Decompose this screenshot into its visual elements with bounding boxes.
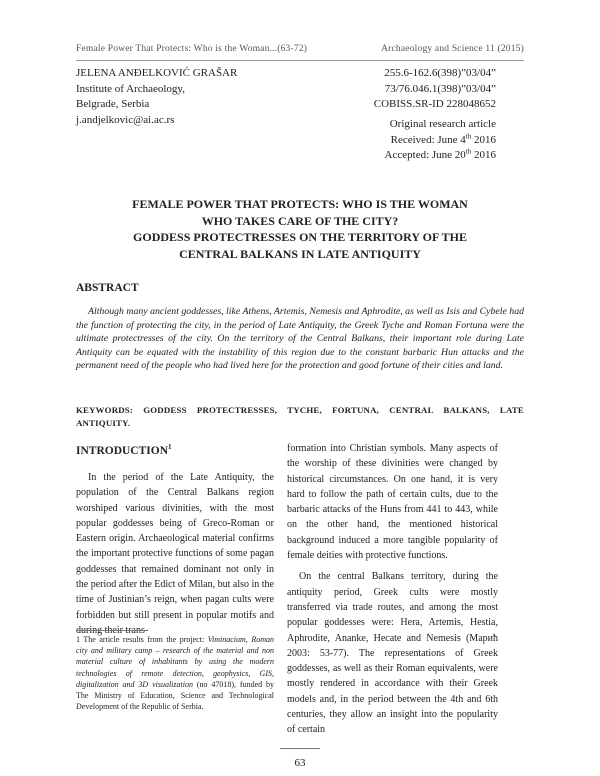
article-type: Original research article [389,118,496,130]
title-line-3: GODDESS PROTECTRESSES ON THE TERRITORY OF THE [133,230,467,244]
footnote: 1 The article results from the project: Viminacium, Roman city and military camp – research of the material and non material culture of inhabitants by using the modern technologies of remote detection, geophysics, GIS, digitalization and 3D visualization (no 47018), funded by The Ministry of Education, Science and Technological Development of the Republic of Serbia. [76,635,275,712]
author-institute: Institute of Archaeology, [76,82,185,95]
udk-code-2: 73/76.046.1(398)”03/04” [384,82,496,95]
abstract-text: Although many ancient goddesses, like Athens, Artemis, Nemesis and Aphrodite, as well as Isis and Cybele had the function of protecting the city, in the period of Late Antiquity, the Greek Tyche and Roman Fortuna were the ultimate protectresses of the city. On the territory of the Central Balkans, their important role during Late Antiquity can be equated with the instability of this region due to the constant barbaric Hun attacks and the permanent need of the people who had lived here for the protection and good fortune of their cities and land. [76,306,524,372]
author-email: j.andjelkovic@ai.ac.rs [76,113,175,126]
accepted-date: Accepted: June 20th 2016 [384,147,496,161]
article-info [385,117,496,164]
udk-code-1: 255.6-162.6(398)”03/04” [384,67,496,79]
author-city: Belgrade, Serbia [76,98,150,110]
title-line-1: FEMALE POWER THAT PROTECTS: WHO IS THE WOMAN [132,197,468,211]
footnote-divider [76,630,146,631]
title-line-2: WHO TAKES CARE OF THE CITY? [201,213,399,228]
running-header [76,44,524,54]
running-header-right: Archaeology and Science 11 (2015) [381,44,524,54]
article-title [76,196,524,262]
intro-paragraph-2: On the central Balkans territory, during the antiquity period, Greek cults were mostly transferred via trade routes, and among the most popular goddesses were: Hera, Artemis, Hestia, Aphrodite, Ananke, Hecate and Nemesis (Марић 2003: 53-77). The representations of Greek goddesses, as well as their Roman equivalents, were mostly rendered in accordance with their Greek models and, in the period between the 4th and 6th centuries, they allow an insight into the popularity of certain [287,571,498,736]
keywords: KEYWORDS: GODDESS PROTECTRESSES, TYCHE, FORTUNA, CENTRAL BALKANS, LATE ANTIQUITY. [76,405,524,428]
cobiss-id: COBISS.SR-ID 228048652 [373,98,496,110]
classification-block [374,66,496,113]
left-column [76,470,274,638]
author-block [76,66,237,128]
right-column [287,441,498,738]
page-number: 63 [294,757,306,769]
running-header-left: Female Power That Protects: Who is the Woman...(63-72) [76,44,308,54]
received-date: Received: June 4th 2016 [390,131,496,146]
title-line-4: CENTRAL BALKANS IN LATE ANTIQUITY [179,246,421,261]
author-name: JELENA ANĐELKOVIĆ GRAŠAR [76,67,238,79]
abstract-heading: ABSTRACT [76,282,139,294]
page-number-divider [280,748,320,749]
intro-paragraph-1-continued: formation into Christian symbols. Many aspects of the worship of these divinities were changed by historical circumstances. On one hand, it is very hard to follow the path of certain cults, due to the barbaric attacks of the Huns from 441 to 443, while on the other hand, the mentioned historical background induced a more tangible popularity of female deities with protective functions. [287,443,498,562]
header-divider [76,60,524,61]
introduction-heading: INTRODUCTION$^1$ [76,443,172,457]
intro-paragraph-1: In the period of the Late Antiquity, the population of the Central Balkans region worshiped various divinities, with the most popular goddesses being of Greco-Roman or Eastern origin. Archaeological material confirms the important protective functions of some pagan goddesses that remained dominant not only in the period after the Edict of Milan, but also in the time of Justinian’s reign, when pagan cults were forbidden but still present in popular motifs and during their trans- [76,472,274,636]
